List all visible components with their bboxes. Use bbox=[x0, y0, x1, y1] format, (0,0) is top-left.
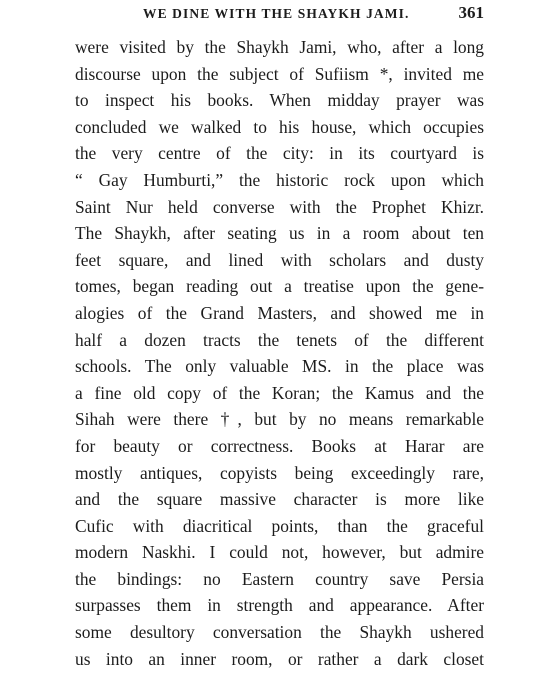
text-line: for beauty or correctness. Books at Harar are bbox=[75, 435, 484, 456]
text-line: feet square, and lined with scholars and dusty bbox=[75, 249, 484, 270]
body-text bbox=[75, 34, 484, 672]
text-line: schools. The only valuable MS. in the place was bbox=[75, 356, 484, 377]
text-line: the bindings: no Eastern country save Persia bbox=[75, 568, 484, 589]
text-line: Saint Nur held converse with the Prophet Khizr. bbox=[75, 196, 484, 217]
running-head bbox=[75, 3, 484, 27]
text-line: to inspect his books. When midday prayer was bbox=[75, 90, 484, 111]
text-line: were visited by the Shaykh Jami, who, after a long bbox=[75, 37, 484, 57]
text-line: Cufic with diacritical points, than the graceful bbox=[75, 515, 484, 536]
text-line: The Shaykh, after seating us in a room about ten bbox=[75, 223, 484, 244]
text-line: alogies of the Grand Masters, and showed me in bbox=[75, 302, 484, 323]
text-line: half a dozen tracts the tenets of the different bbox=[75, 329, 484, 350]
page-number: 361 bbox=[458, 3, 484, 22]
text-line: concluded we walked to his house, which occupies bbox=[75, 116, 484, 137]
text-line: mostly antiques, copyists being exceedingly rare, bbox=[75, 462, 484, 483]
text-line: “ Gay Humburti,” the historic rock upon which bbox=[75, 169, 484, 190]
text-line: modern Naskhi. I could not, however, but admire bbox=[75, 542, 484, 563]
text-line: the very centre of the city: in its courtyard is bbox=[75, 143, 484, 164]
text-line: Sihah were there †, but by no means remarkable bbox=[75, 409, 484, 430]
text-line: discourse upon the subject of Sufiism *, invited me bbox=[75, 63, 484, 84]
text-line: surpasses them in strength and appearance. After bbox=[75, 595, 484, 616]
text-line: some desultory conversation the Shaykh ushered bbox=[75, 622, 484, 643]
text-line: tomes, began reading out a treatise upon the gene- bbox=[75, 276, 484, 297]
text-line: us into an inner room, or rather a dark closet bbox=[75, 648, 484, 669]
text-line: a fine old copy of the Koran; the Kamus and the bbox=[75, 382, 484, 403]
running-title: WE DINE WITH THE SHAYKH JAMI. bbox=[143, 6, 410, 21]
text-line: and the square massive character is more like bbox=[75, 489, 484, 510]
